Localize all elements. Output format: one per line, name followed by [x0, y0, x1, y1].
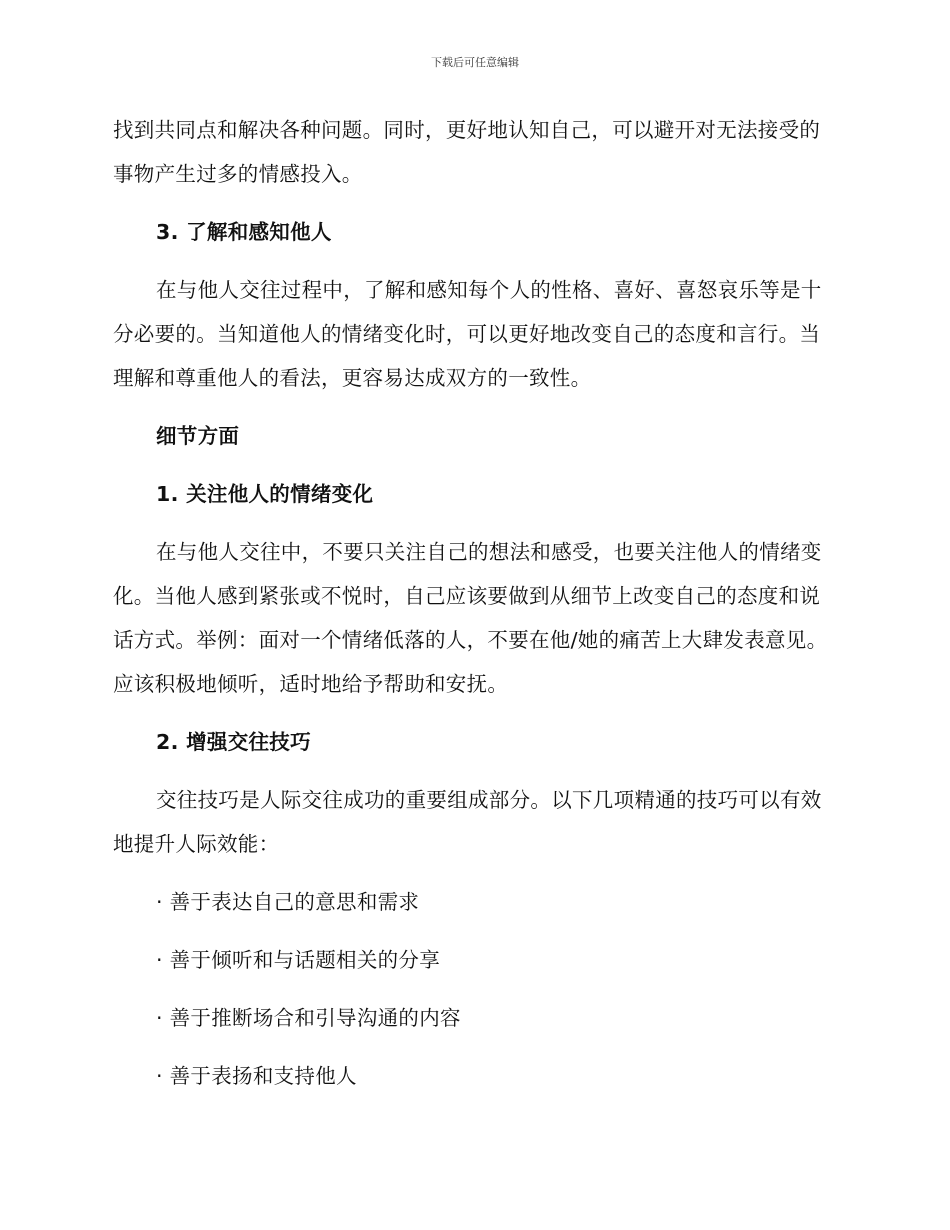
heading-details: 细节方面	[156, 424, 240, 448]
heading-emotion-changes: 1. 关注他人的情绪变化	[156, 482, 374, 506]
heading-understand-others: 3. 了解和感知他人	[156, 220, 332, 244]
list-item: · 善于倾听和与话题相关的分享	[156, 948, 441, 972]
heading-communication-skills: 2. 增强交往技巧	[156, 730, 311, 754]
list-item: · 善于表达自己的意思和需求	[156, 890, 420, 914]
document-body	[113, 108, 837, 1112]
list-item: · 善于推断场合和引导沟通的内容	[156, 1006, 461, 1030]
paragraph-emotion-changes: 在与他人交往中，不要只关注自己的想法和感受，也要关注他人的情绪变化。当他人感到紧张或不悦时，自己应该要做到从细节上改变自己的态度和说话方式。举例：面对一个情绪低落的人，不要在他/她的痛苦上大肆发表意见。应该积极地倾听，适时地给予帮助和安抚。	[113, 540, 828, 696]
list-item: · 善于表扬和支持他人	[156, 1064, 357, 1088]
page-header: 下载后可任意编辑	[431, 56, 519, 69]
paragraph-communication-skills: 交往技巧是人际交往成功的重要组成部分。以下几项精通的技巧可以有效地提升人际效能：	[113, 788, 822, 856]
paragraph-continuation: 找到共同点和解决各种问题。同时，更好地认知自己，可以避开对无法接受的事物产生过多的情感投入。	[113, 118, 821, 186]
paragraph-understand-others: 在与他人交往过程中，了解和感知每个人的性格、喜好、喜怒哀乐等是十分必要的。当知道他人的情绪变化时，可以更好地改变自己的态度和言行。当理解和尊重他人的看法，更容易达成双方的一致性。	[113, 278, 822, 390]
